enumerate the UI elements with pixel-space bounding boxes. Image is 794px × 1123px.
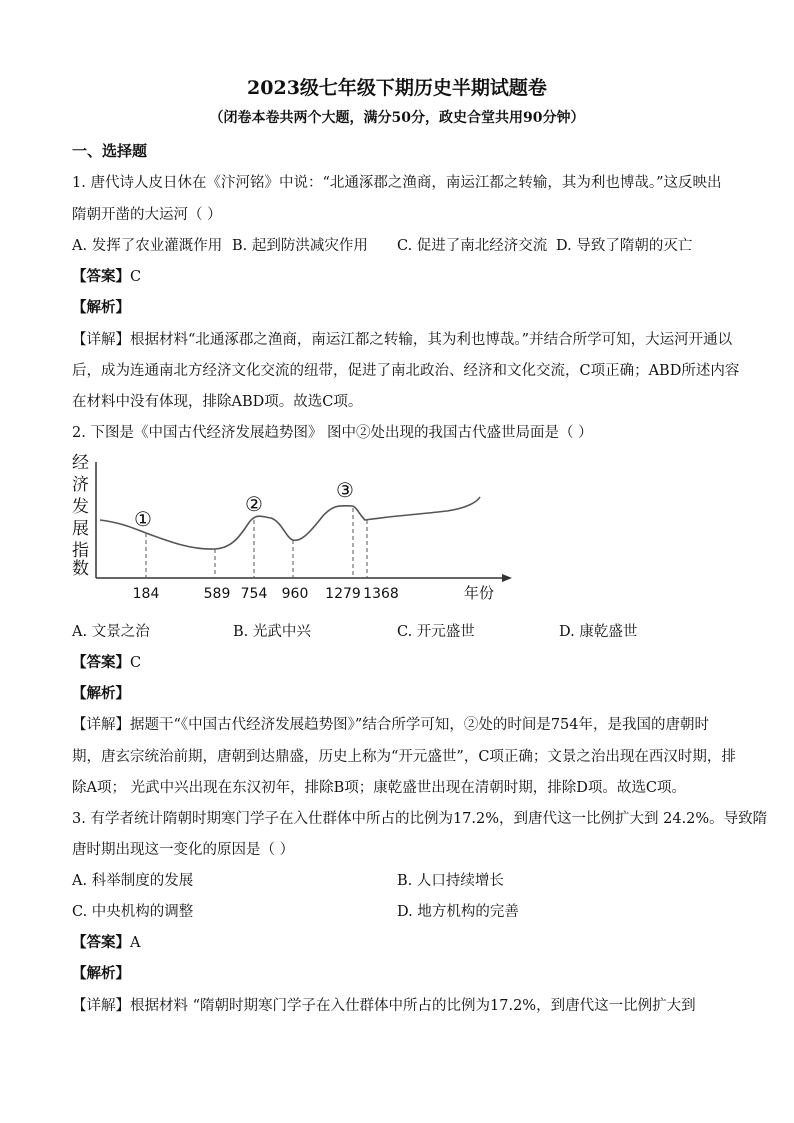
tick-label: 184	[132, 586, 160, 602]
y-label-char: 展	[72, 519, 89, 539]
answer-value: C	[130, 655, 142, 671]
x-axis-label: 年份	[464, 584, 495, 602]
q3-stem-line1: 3. 有学者统计隋朝时期寒门学子在入仕群体中所占的比例为17.2%，到唐代这一比例扩大到 24.2%。导致隋	[72, 811, 768, 827]
answer-tag: 【答案】	[72, 654, 130, 671]
q3-option-d: D. 地方机构的完善	[397, 904, 519, 920]
answer-value: A	[130, 935, 141, 951]
q2-detail-line1: 【详解】据题干“《中国古代经济发展趋势图》”结合所学可知，②处的时间是754年，是我国的唐朝时	[72, 717, 709, 733]
q2-option-c: C. 开元盛世	[397, 624, 475, 640]
y-label-char: 数	[72, 559, 89, 579]
q1-stem-line1: 1. 唐代诗人皮日休在《汴河铭》中说：“北通涿郡之渔商，南运江都之转输，其为利也博哉。”这反映出	[72, 175, 722, 191]
q1-stem-line2: 隋朝开凿的大运河（ ）	[72, 207, 222, 223]
trend-curve	[100, 497, 480, 549]
page-subtitle: （闭卷本卷共两个大题，满分50分，政史合堂共用90分钟）	[209, 110, 585, 126]
tick-label: 589	[203, 586, 231, 602]
q2-answer	[72, 651, 141, 672]
q1-option-d: D. 导致了隋朝的灭亡	[556, 238, 693, 254]
y-label-char: 发	[72, 497, 89, 517]
q2-option-d: D. 康乾盛世	[559, 624, 638, 640]
q2-analysis-tag: 【解析】	[72, 685, 130, 702]
answer-value: C	[130, 269, 142, 285]
q3-option-a: A. 科举制度的发展	[72, 873, 194, 889]
q1-option-b: B. 起到防洪减灾作用	[232, 238, 368, 254]
q2-stem: 2. 下图是《中国古代经济发展趋势图》 图中②处出现的我国古代盛世局面是（ ）	[72, 425, 593, 441]
y-label-char: 指	[72, 541, 89, 561]
economy-trend-figure	[62, 448, 532, 608]
q1-detail-line2: 后，成为连通南北方经济文化交流的纽带，促进了南北政治、经济和文化交流，C项正确；ABD所述内容	[72, 363, 740, 379]
y-label-char: 经	[72, 453, 89, 473]
guide-lines	[146, 508, 367, 578]
tick-label: 1368	[363, 586, 399, 602]
tick-label: 960	[281, 586, 309, 602]
tick-label: 754	[240, 586, 268, 602]
q3-option-c: C. 中央机构的调整	[72, 904, 194, 920]
q2-detail-line3: 除A项； 光武中兴出现在东汉初年，排除B项；康乾盛世出现在清朝时期，排除D项。故选C项。	[72, 780, 686, 796]
x-axis-arrow	[502, 574, 512, 582]
q3-option-b: B. 人口持续增长	[397, 873, 504, 889]
q3-answer	[72, 931, 140, 952]
y-axis-label	[72, 453, 89, 579]
q1-answer	[72, 265, 141, 286]
section-heading: 一、选择题	[72, 142, 148, 160]
y-label-char: 济	[72, 475, 89, 495]
q2-detail-line2: 期，唐玄宗统治前期，唐朝到达鼎盛，历史上称为“开元盛世”，C项正确；文景之治出现在西汉时期，排	[72, 749, 736, 765]
q2-option-b: B. 光武中兴	[233, 624, 311, 640]
q3-analysis-tag: 【解析】	[72, 965, 130, 982]
marker-2: ②	[245, 492, 263, 516]
answer-tag: 【答案】	[72, 934, 130, 951]
q1-detail-line1: 【详解】根据材料“北通涿郡之渔商，南运江都之转输，其为利也博哉。”并结合所学可知，大运河开通以	[72, 332, 733, 348]
q3-stem-line2: 唐时期出现这一变化的原因是（ ）	[72, 842, 295, 858]
marker-3: ③	[336, 478, 354, 502]
x-tick-labels	[133, 586, 399, 602]
page-title: 2023级七年级下期历史半期试题卷	[247, 77, 547, 99]
q2-option-a: A. 文景之治	[72, 624, 150, 640]
answer-tag: 【答案】	[72, 268, 130, 285]
q1-analysis-tag: 【解析】	[72, 299, 130, 316]
q1-option-a: A. 发挥了农业灌溉作用	[72, 238, 223, 254]
q3-detail-line1: 【详解】根据材料 “隋朝时期寒门学子在入仕群体中所占的比例为17.2%，到唐代这一比例扩大到	[72, 998, 696, 1014]
q1-option-c: C. 促进了南北经济交流	[397, 238, 548, 254]
period-markers	[134, 478, 354, 531]
tick-label: 1279	[325, 586, 361, 602]
q1-detail-line3: 在材料中没有体现，排除ABD项。故选C项。	[72, 394, 363, 410]
marker-1: ①	[134, 507, 152, 531]
